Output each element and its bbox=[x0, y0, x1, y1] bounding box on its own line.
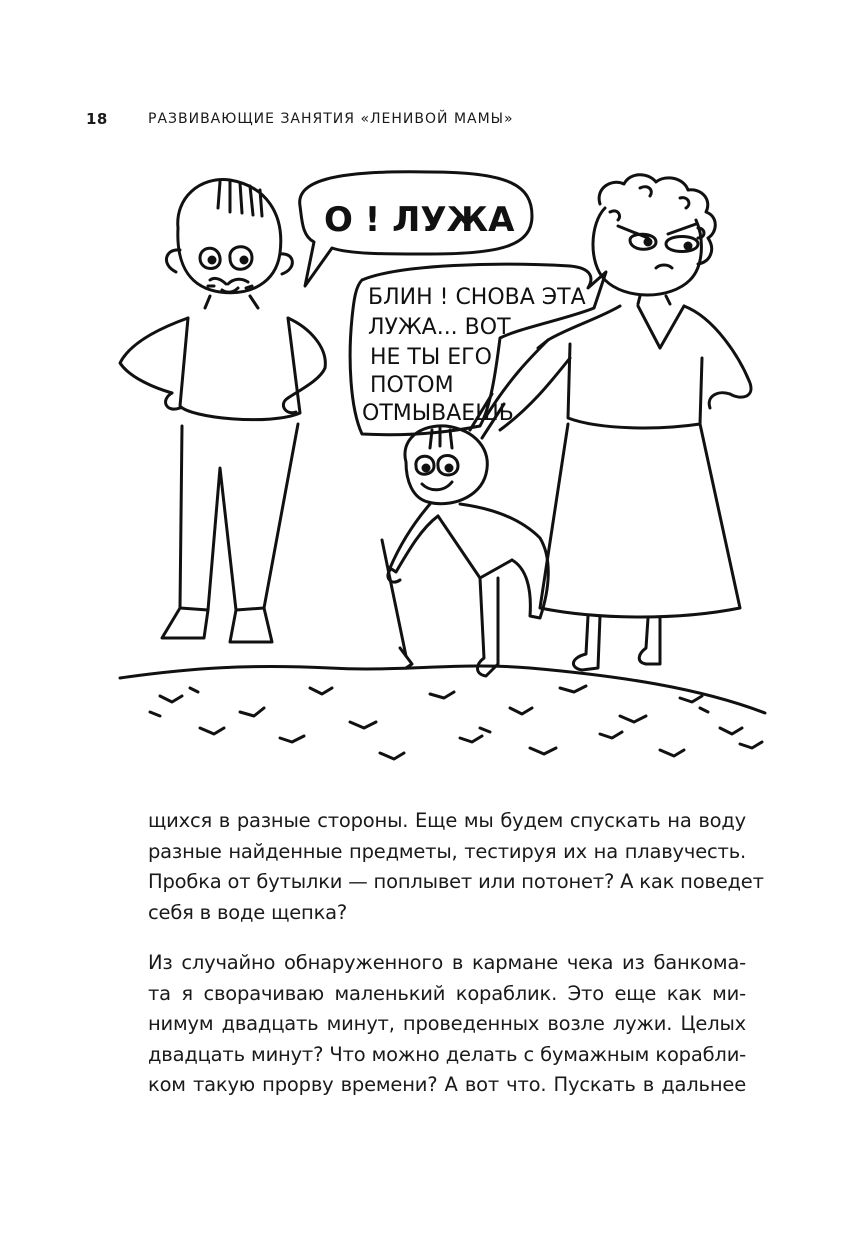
paragraph-2-line-5: ком такую прорву времени? А вот что. Пускать в дальнее bbox=[148, 1073, 746, 1096]
paragraph-1-line-1: щихся в разные стороны. Еще мы будем спускать на воду bbox=[148, 809, 746, 832]
running-head bbox=[86, 109, 514, 129]
page-number: 18 bbox=[86, 110, 108, 128]
body-paragraph-1 bbox=[148, 806, 764, 928]
mother-figure bbox=[485, 175, 751, 670]
running-title: РАЗВИВАЮЩИЕ ЗАНЯТИЯ «ЛЕНИВОЙ МАМЫ» bbox=[148, 111, 514, 127]
speech-bubble-2-text bbox=[362, 285, 586, 426]
paragraph-1-line-4: себя в воде щепка? bbox=[148, 900, 348, 924]
speech-bubble-2-line-2: ЛУЖА... ВОТ bbox=[368, 315, 511, 340]
paragraph-2-line-1: Из случайно обнаруженного в кармане чека из банкома- bbox=[148, 951, 746, 974]
paragraph-2-line-4: двадцать минут? Что можно делать с бумажным корабли- bbox=[148, 1042, 746, 1066]
cartoon-illustration bbox=[100, 168, 780, 778]
child-figure bbox=[382, 394, 548, 676]
body-paragraph-2 bbox=[148, 948, 746, 1101]
paragraph-2-line-3: нимум двадцать минут, проведенных возле лужи. Целых bbox=[148, 1012, 746, 1035]
ground-line bbox=[120, 666, 765, 759]
father-figure bbox=[120, 180, 325, 642]
paragraph-2-line-2: та я сворачиваю маленький кораблик. Это еще как ми- bbox=[148, 981, 746, 1005]
paragraph-1-line-3: Пробка от бутылки — поплывет или потонет? А как поведет bbox=[148, 870, 764, 893]
speech-bubble-2-line-5: ОТМЫВАЕШЬ bbox=[362, 401, 514, 426]
speech-bubble-2-line-1: БЛИН ! СНОВА ЭТА bbox=[368, 285, 586, 310]
cartoon-drawing bbox=[100, 168, 780, 778]
speech-bubble-2-line-4: ПОТОМ bbox=[370, 373, 454, 398]
speech-bubble-1-text: О ! ЛУЖА bbox=[324, 200, 515, 240]
speech-bubble-2-line-3: НЕ ТЫ ЕГО bbox=[370, 345, 492, 370]
paragraph-1-line-2: разные найденные предметы, тестируя их на плавучесть. bbox=[148, 839, 746, 863]
